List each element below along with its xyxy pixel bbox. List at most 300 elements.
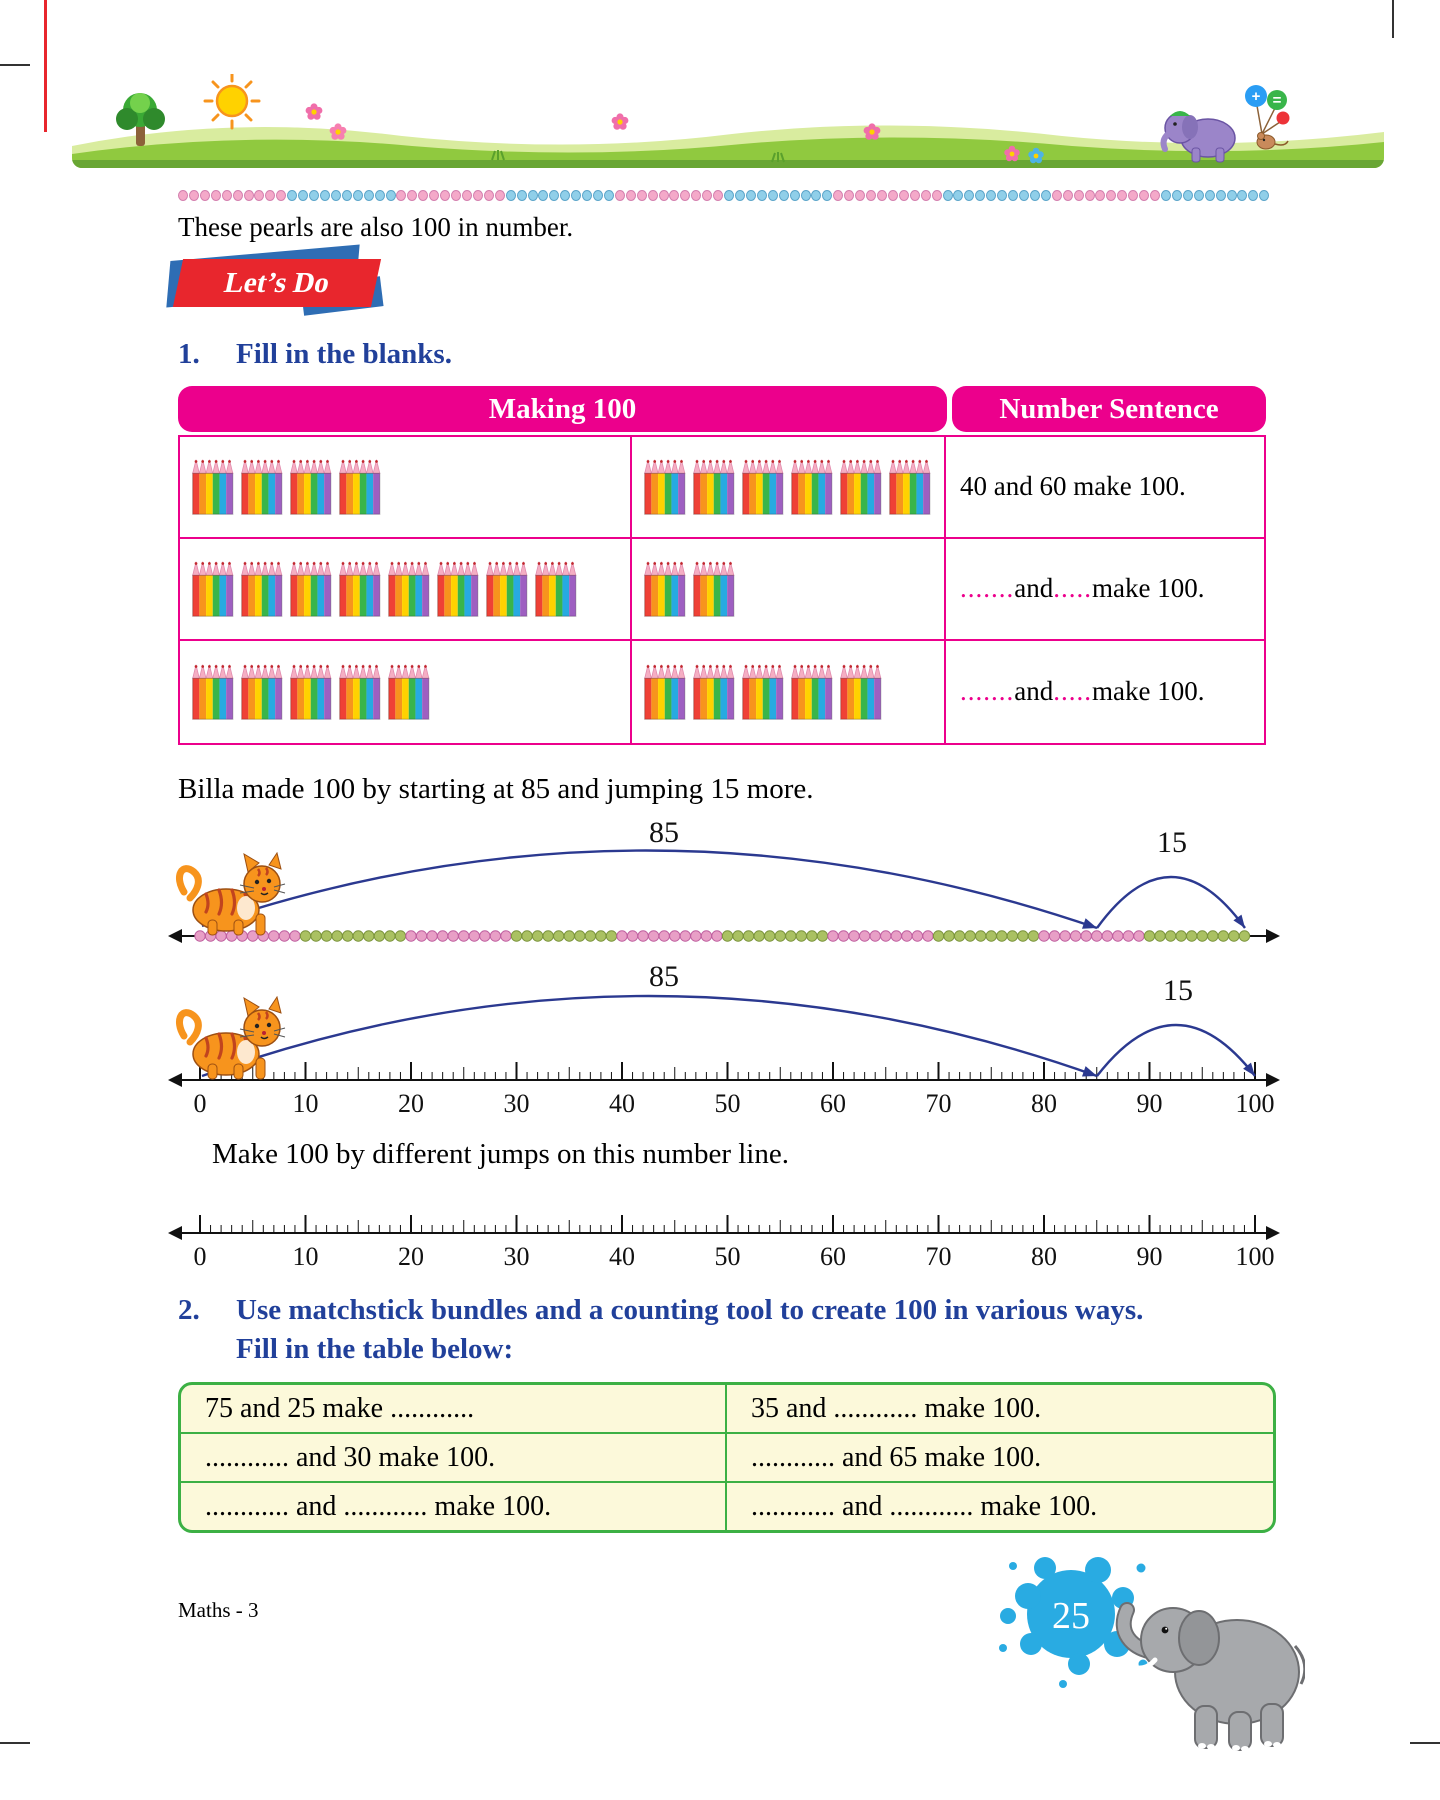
pearl [353, 190, 363, 201]
svg-text:50: 50 [714, 1088, 741, 1118]
bead [300, 931, 310, 941]
math-balloons-icon [1245, 85, 1290, 134]
pencil-bundle-icon [789, 456, 834, 518]
bead [1070, 931, 1080, 941]
bead [838, 931, 848, 941]
pearl [418, 190, 428, 201]
tick-marks [200, 1062, 1255, 1080]
pearl [1085, 190, 1095, 201]
bead [311, 931, 321, 941]
svg-text:70: 70 [925, 1241, 952, 1271]
bead [754, 931, 764, 941]
pearl [1106, 190, 1116, 201]
bead [701, 931, 711, 941]
pearl [342, 190, 352, 201]
number-sentence-cell: ....... and ..... make 100. [960, 676, 1205, 707]
pearl [659, 190, 669, 201]
bead [870, 931, 880, 941]
pearl [462, 190, 472, 201]
bead [1229, 931, 1239, 941]
bead [1113, 931, 1123, 941]
pearl [517, 190, 527, 201]
pearl [407, 190, 417, 201]
bead [1007, 931, 1017, 941]
bead [775, 931, 785, 941]
bead [480, 931, 490, 941]
pencil-bundle-icon [337, 456, 382, 518]
bead [1197, 931, 1207, 941]
pearl [473, 190, 483, 201]
bead [902, 931, 912, 941]
pearl [702, 190, 712, 201]
bead [511, 931, 521, 941]
pencil-bundle-icon [239, 456, 284, 518]
pearl [801, 190, 811, 201]
bead [353, 931, 363, 941]
jump-85-label: 85 [649, 959, 679, 993]
pearl [265, 190, 275, 201]
bead [269, 931, 279, 941]
fill-blank-cell: ............ and ............ make 100. [181, 1483, 727, 1530]
svg-text:20: 20 [398, 1088, 424, 1118]
pencil-bundle-icon [337, 558, 382, 620]
cat-icon [179, 997, 285, 1079]
blank-number-line [164, 1197, 1284, 1281]
pencil-bundle-icon [691, 456, 736, 518]
pearl [1008, 190, 1018, 201]
bead [216, 931, 226, 941]
svg-text:10: 10 [292, 1088, 319, 1118]
number-sentence-cell: ....... and ..... make 100. [946, 539, 1264, 641]
plus-balloon-label: + [1251, 88, 1261, 105]
pearl [1128, 190, 1138, 201]
pencil-bundle-icon [887, 456, 932, 518]
pearl [528, 190, 538, 201]
svg-text:90: 90 [1136, 1241, 1163, 1271]
pearl [309, 190, 319, 201]
bead [437, 931, 447, 941]
bead [459, 931, 469, 941]
question-1-title: Fill in the blanks. [236, 338, 452, 370]
svg-text:30: 30 [503, 1088, 530, 1118]
bundle-cell [180, 437, 632, 539]
crop-mark [1392, 0, 1394, 38]
numberline-caption: Make 100 by different jumps on this number line. [212, 1137, 789, 1170]
pearl [964, 190, 974, 201]
pearl [943, 190, 953, 201]
pearl [811, 190, 821, 201]
bundle-cell [632, 641, 946, 743]
page-number-elephant [985, 1540, 1305, 1775]
bead-number-line [164, 808, 1284, 958]
pencil-bundle-icon [190, 456, 235, 518]
bead [1081, 931, 1091, 941]
pearl [1030, 190, 1040, 201]
pearl [735, 190, 745, 201]
tick-labels [194, 1089, 1275, 1118]
crop-mark [0, 64, 30, 66]
pearl [691, 190, 701, 201]
fill-blank-cell: 75 and 25 make ............ [181, 1385, 727, 1434]
equals-balloon-label: = [1272, 92, 1282, 109]
pearl [375, 190, 385, 201]
pearl [1041, 190, 1051, 201]
bead [585, 931, 595, 941]
pearl [910, 190, 920, 201]
pearl [1194, 190, 1204, 201]
bead [733, 931, 743, 941]
pearl [637, 190, 647, 201]
svg-text:30: 30 [503, 1241, 530, 1271]
pearl [746, 190, 756, 201]
bead [743, 931, 753, 941]
bundle-cell [180, 539, 632, 641]
elephant-illustration [1124, 1608, 1305, 1752]
pearl [790, 190, 800, 201]
bead [965, 931, 975, 941]
sun-icon [205, 74, 259, 128]
pencil-bundle-icon [239, 661, 284, 723]
svg-text:60: 60 [820, 1241, 846, 1271]
bundle-cell [632, 437, 946, 539]
pearl [986, 190, 996, 201]
billa-caption: Billa made 100 by starting at 85 and jumping 15 more. [178, 772, 814, 805]
pearl [1259, 190, 1269, 201]
bead [490, 931, 500, 941]
bead [1060, 931, 1070, 941]
lets-do-label: Let’s Do [221, 266, 333, 299]
bead [543, 931, 553, 941]
pencil-bundle-icon [691, 558, 736, 620]
bead [395, 931, 405, 941]
question-2-heading [178, 1293, 1272, 1328]
bead [627, 931, 637, 941]
question-2-title: Use matchstick bundles and a counting tool to create 100 in various ways. [236, 1293, 1144, 1326]
bead [195, 931, 205, 941]
pencil-bundle-icon [642, 661, 687, 723]
pearl [396, 190, 406, 201]
bead [575, 931, 585, 941]
pearl [604, 190, 614, 201]
question-1-number: 1. [178, 338, 200, 370]
pearl [571, 190, 581, 201]
pearl [1052, 190, 1062, 201]
pearl [222, 190, 232, 201]
bead [1144, 931, 1154, 941]
pearl [1074, 190, 1084, 201]
pearl [320, 190, 330, 201]
bead [891, 931, 901, 941]
pencil-bundle-icon [386, 661, 431, 723]
pearl [1216, 190, 1226, 201]
fill-blank-cell: ............ and ............ make 100. [751, 1490, 1098, 1522]
svg-text:90: 90 [1136, 1088, 1163, 1118]
svg-text:10: 10 [292, 1241, 319, 1271]
bead [680, 931, 690, 941]
bead [691, 931, 701, 941]
bead [670, 931, 680, 941]
pearl [298, 190, 308, 201]
bleed-mark [44, 0, 47, 132]
pearl [495, 190, 505, 201]
svg-text:100: 100 [1235, 1088, 1275, 1118]
pencil-bundle-icon [691, 661, 736, 723]
bead [1165, 931, 1175, 941]
bead [796, 931, 806, 941]
pearl [506, 190, 516, 201]
making-100-table [178, 386, 1266, 745]
bead [638, 931, 648, 941]
pearls-caption: These pearls are also 100 in number. [178, 212, 574, 242]
pearl [615, 190, 625, 201]
pearl [855, 190, 865, 201]
bead [1187, 931, 1197, 941]
pearl [975, 190, 985, 201]
svg-text:100: 100 [1235, 1241, 1275, 1271]
lets-do-ribbon [178, 259, 376, 307]
pearl [1117, 190, 1127, 201]
svg-text:0: 0 [193, 1241, 207, 1271]
crop-mark [0, 1742, 30, 1744]
pearl [1227, 190, 1237, 201]
pearl [200, 190, 210, 201]
water-splash [999, 1557, 1157, 1688]
pearl [899, 190, 909, 201]
bead [522, 931, 532, 941]
pearl [331, 190, 341, 201]
bead [807, 931, 817, 941]
pearl [997, 190, 1007, 201]
pencil-bundle-icon [740, 661, 785, 723]
pearl [932, 190, 942, 201]
pearl [538, 190, 548, 201]
table-header-making-100: Making 100 [178, 386, 947, 432]
bead [406, 931, 416, 941]
bead [1123, 931, 1133, 941]
bead [1102, 931, 1112, 941]
pearl [779, 190, 789, 201]
pearl [877, 190, 887, 201]
pearl [669, 190, 679, 201]
tick-labels [194, 1242, 1275, 1271]
pencil-bundle-icon [484, 558, 529, 620]
bead [606, 931, 616, 941]
pencil-bundle-icon [838, 661, 883, 723]
pearl [626, 190, 636, 201]
pearl [254, 190, 264, 201]
pearl [233, 190, 243, 201]
svg-text:80: 80 [1031, 1088, 1057, 1118]
pearl [364, 190, 374, 201]
bead [1039, 931, 1049, 941]
bead [374, 931, 384, 941]
number-line-with-jumps [164, 960, 1284, 1138]
pearl [1150, 190, 1160, 201]
bundle-cell [632, 539, 946, 641]
bead [1155, 931, 1165, 941]
bead [1134, 931, 1144, 941]
bead [944, 931, 954, 941]
pearl [953, 190, 963, 201]
jump-15-label: 15 [1163, 973, 1193, 1007]
decorative-header-banner [72, 74, 1384, 168]
pencil-bundle-icon [288, 558, 333, 620]
pearl [680, 190, 690, 201]
pearl [1237, 190, 1247, 201]
bead [986, 931, 996, 941]
number-sentence-cell: 40 and 60 make 100. [946, 437, 1264, 539]
bead [722, 931, 732, 941]
question-1-heading [178, 337, 1272, 372]
bead [881, 931, 891, 941]
fill-blank-cell: 35 and ............ make 100. [727, 1385, 1273, 1434]
pencil-bundle-icon [642, 456, 687, 518]
bead [933, 931, 943, 941]
pearl [757, 190, 767, 201]
svg-text:40: 40 [609, 1088, 635, 1118]
bead [1208, 931, 1218, 941]
bead [290, 931, 300, 941]
bead [554, 931, 564, 941]
flower-icon [612, 113, 629, 129]
pearl [1139, 190, 1149, 201]
bead [1092, 931, 1102, 941]
pearl [451, 190, 461, 201]
pearl [768, 190, 778, 201]
pearl [276, 190, 286, 201]
bead [617, 931, 627, 941]
pencil-bundle-icon [740, 456, 785, 518]
bead [912, 931, 922, 941]
crop-mark [1410, 1742, 1440, 1744]
pencil-bundle-icon [642, 558, 687, 620]
pearl [713, 190, 723, 201]
bead [1028, 931, 1038, 941]
pencil-bundle-icon [337, 661, 382, 723]
pencil-bundle-icon [789, 661, 834, 723]
pearl [211, 190, 221, 201]
bead [786, 931, 796, 941]
bead [923, 931, 933, 941]
pencil-bundle-icon [288, 661, 333, 723]
pearl [244, 190, 254, 201]
bead [596, 931, 606, 941]
pearl [549, 190, 559, 201]
pearl [1063, 190, 1073, 201]
bead [648, 931, 658, 941]
bead [1049, 931, 1059, 941]
pearl [866, 190, 876, 201]
bundle-cell [180, 641, 632, 743]
pearl [844, 190, 854, 201]
bead [1018, 931, 1028, 941]
bead [817, 931, 827, 941]
bead [385, 931, 395, 941]
pearl [648, 190, 658, 201]
table-header-number-sentence: Number Sentence [952, 386, 1266, 432]
bead [564, 931, 574, 941]
pearl [189, 190, 199, 201]
pencil-bundle-icon [239, 558, 284, 620]
pearl [440, 190, 450, 201]
pearl [833, 190, 843, 201]
bead [364, 931, 374, 941]
bead [997, 931, 1007, 941]
pencil-bundle-icon [190, 661, 235, 723]
pearl [822, 190, 832, 201]
fill-in-table [178, 1382, 1276, 1533]
pearl [1095, 190, 1105, 201]
pearl [1248, 190, 1258, 201]
pearl-string [178, 190, 1270, 202]
pencil-bundle-icon [190, 558, 235, 620]
bead [469, 931, 479, 941]
flower-icon [306, 103, 323, 119]
pearl [429, 190, 439, 201]
jump-85-label: 85 [649, 815, 679, 849]
book-footer-label: Maths - 3 [178, 1598, 259, 1622]
tick-marks [200, 1215, 1255, 1233]
pencil-bundle-icon [386, 558, 431, 620]
bead [321, 931, 331, 941]
fill-blank-cell: ............ and 30 make 100. [181, 1434, 727, 1483]
pearl [593, 190, 603, 201]
bead [828, 931, 838, 941]
bead [1176, 931, 1186, 941]
bead [1239, 931, 1249, 941]
pearl [1161, 190, 1171, 201]
bead [859, 931, 869, 941]
pearl [888, 190, 898, 201]
pearl [484, 190, 494, 201]
bead [416, 931, 426, 941]
page-number: 25 [1052, 1595, 1090, 1637]
pearl [287, 190, 297, 201]
bead [532, 931, 542, 941]
question-2-number: 2. [178, 1293, 200, 1326]
bead [954, 931, 964, 941]
bead [448, 931, 458, 941]
bead-row [195, 931, 1250, 941]
bead [659, 931, 669, 941]
pearl [582, 190, 592, 201]
cat-icon [179, 853, 285, 935]
bead [427, 931, 437, 941]
pencil-bundle-icon [435, 558, 480, 620]
pearl [178, 190, 188, 201]
pearl [1019, 190, 1029, 201]
flower-icon [330, 123, 347, 139]
bead [1218, 931, 1228, 941]
bead [765, 931, 775, 941]
svg-text:40: 40 [609, 1241, 635, 1271]
bead [501, 931, 511, 941]
pearl [724, 190, 734, 201]
fill-blank-cell: ............ and 65 make 100. [727, 1434, 1273, 1483]
bead [712, 931, 722, 941]
svg-text:0: 0 [193, 1088, 207, 1118]
pearl [1183, 190, 1193, 201]
bead [343, 931, 353, 941]
jump-15-label: 15 [1157, 825, 1187, 859]
svg-text:20: 20 [398, 1241, 424, 1271]
bead [332, 931, 342, 941]
bead [976, 931, 986, 941]
svg-text:80: 80 [1031, 1241, 1057, 1271]
svg-text:70: 70 [925, 1088, 952, 1118]
ribbon-front-shape [173, 259, 381, 307]
svg-text:50: 50 [714, 1241, 741, 1271]
